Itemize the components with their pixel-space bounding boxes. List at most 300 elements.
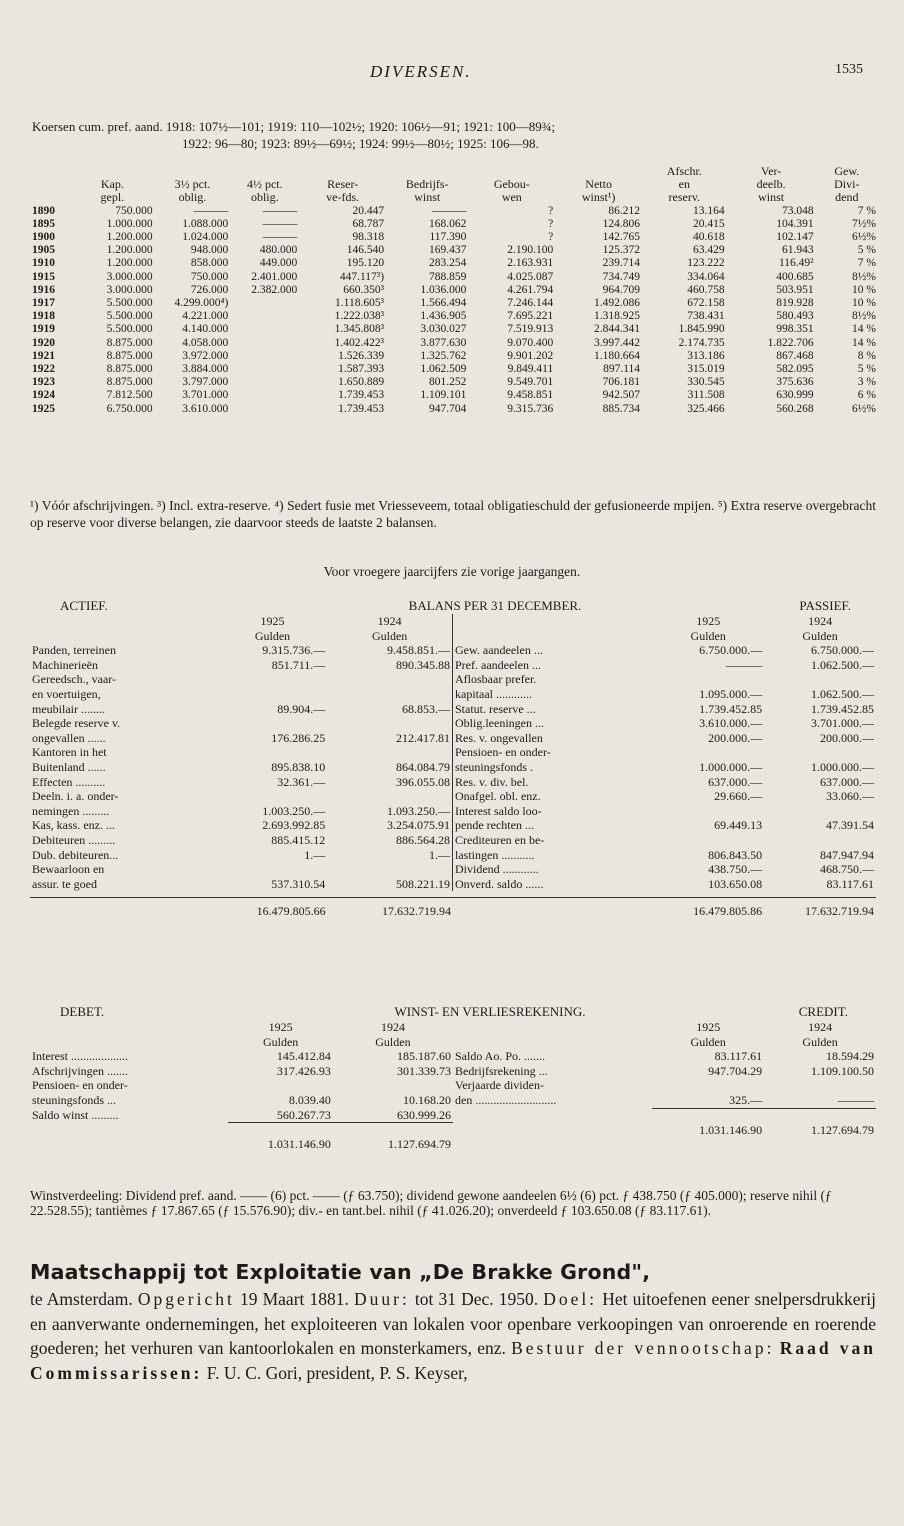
table-row bbox=[30, 297, 878, 310]
value-cell: 5 % bbox=[857, 363, 876, 376]
actief-item: Gereedsch., vaar- bbox=[32, 672, 117, 687]
passief-item: Dividend ............ bbox=[455, 862, 539, 877]
value-cell: 311.508 bbox=[687, 389, 725, 402]
amount-cell: 200.000.— bbox=[820, 730, 874, 745]
actief-item: Kas, kass. enz. ... bbox=[32, 818, 115, 833]
value-cell: 2.382.000 bbox=[251, 283, 298, 296]
value-cell: 125.372 bbox=[602, 244, 641, 257]
header-cell bbox=[386, 165, 468, 178]
amount-cell bbox=[764, 745, 876, 760]
amount-cell: 9.315.736.— bbox=[262, 643, 326, 658]
amount-cell: 508.221.19 bbox=[327, 877, 452, 892]
year-cell: 1925 bbox=[32, 402, 55, 415]
amount-cell: 10.168.20 bbox=[403, 1092, 451, 1107]
doel-text: Het uitoefenen eener snelpersdrukkerij en aanverwante ondernemingen, het exploiteeren van lokalen voor openbare verkoopingen van onroerende en roerende goederen; het verhuren van kantoorlokalen en monsterkamers, enz. bbox=[30, 1289, 877, 1358]
ledger-row bbox=[30, 1093, 453, 1108]
amount-cell bbox=[652, 672, 764, 687]
header-cell: wen bbox=[501, 191, 522, 205]
amount-cell bbox=[327, 716, 452, 731]
amount-cell bbox=[764, 804, 876, 819]
value-cell: 1.526.339 bbox=[338, 349, 385, 362]
header-cell: Gew. bbox=[834, 165, 860, 178]
value-cell: 169.437 bbox=[429, 244, 467, 257]
unit-1924: Gulden bbox=[802, 628, 838, 643]
debet-total-1924: 1.127.694.79 bbox=[333, 1123, 453, 1152]
ledger-row bbox=[453, 731, 876, 746]
value-cell: 98.318 bbox=[352, 231, 385, 244]
value-cell: 3.884.000 bbox=[182, 363, 229, 376]
passief-item: Statut. reserve ... bbox=[455, 701, 536, 716]
value-cell: 313.186 bbox=[687, 349, 725, 362]
opgericht-date: 19 Maart 1881. bbox=[240, 1289, 349, 1309]
value-cell: 9.315.736 bbox=[507, 402, 554, 415]
value-cell bbox=[230, 337, 299, 350]
debet-total-1925: 1.031.146.90 bbox=[228, 1123, 332, 1152]
value-cell: ? bbox=[548, 231, 554, 244]
year-cell: 1890 bbox=[32, 204, 55, 217]
unit-1925: Gulden bbox=[262, 1034, 299, 1049]
value-cell: 7 % bbox=[857, 257, 876, 270]
amount-cell: 895.838.10 bbox=[271, 759, 326, 774]
value-cell: 9.070.400 bbox=[507, 336, 554, 349]
value-cell: 5.500.000 bbox=[106, 297, 153, 310]
actief-item: Deeln. i. a. onder- bbox=[32, 789, 119, 804]
ledger-row bbox=[30, 658, 453, 673]
amount-cell: 1.739.452.85 bbox=[699, 701, 763, 716]
amount-cell: 806.843.50 bbox=[708, 847, 763, 862]
value-cell: 10 % bbox=[852, 283, 876, 296]
year-1924: 1924 bbox=[808, 1020, 833, 1034]
value-cell bbox=[230, 310, 299, 323]
amount-cell: 438.750.— bbox=[708, 862, 763, 877]
ledger-row bbox=[30, 848, 453, 863]
value-cell: 3.877.630 bbox=[420, 336, 467, 349]
passief-item: kapitaal ............ bbox=[455, 686, 532, 701]
header-cell: Divi- bbox=[834, 178, 860, 192]
amount-cell: 6.750.000.— bbox=[699, 643, 763, 658]
value-cell: 9.458.851 bbox=[507, 389, 554, 402]
table-row bbox=[30, 376, 878, 389]
value-cell: 3.972.000 bbox=[182, 349, 229, 362]
unit-1924: Gulden bbox=[327, 629, 452, 644]
amount-cell: 89.904.— bbox=[277, 701, 326, 716]
ledger-row bbox=[30, 1108, 453, 1123]
ledger-row bbox=[453, 760, 876, 775]
value-cell: 7.246.144 bbox=[507, 297, 554, 310]
value-cell: 503.951 bbox=[776, 283, 814, 296]
unit-1924: Gulden bbox=[802, 1034, 838, 1049]
header-cell bbox=[30, 178, 70, 191]
value-cell: 5 % bbox=[857, 244, 876, 257]
amount-cell: 33.060.— bbox=[826, 789, 874, 804]
debet-year-row bbox=[30, 1020, 453, 1035]
table-row bbox=[30, 205, 878, 218]
year-1925: 1925 bbox=[260, 614, 285, 628]
ledger-row bbox=[453, 1078, 876, 1093]
value-cell: 86.212 bbox=[608, 204, 641, 217]
header-cell bbox=[299, 165, 386, 178]
value-cell: 449.000 bbox=[259, 257, 298, 270]
ledger-row bbox=[453, 745, 876, 760]
debet-item: Interest ................... bbox=[32, 1049, 128, 1064]
actief-item: meubilair ........ bbox=[32, 701, 105, 716]
ledger-row bbox=[30, 1064, 453, 1079]
ledger-row bbox=[30, 804, 453, 819]
header-row-mid bbox=[30, 178, 878, 191]
value-cell: 7.812.500 bbox=[106, 389, 153, 402]
table-row bbox=[30, 271, 878, 284]
amount-cell: 864.084.79 bbox=[327, 760, 452, 775]
historic-body bbox=[30, 205, 878, 416]
ledger-row bbox=[30, 1078, 453, 1093]
value-cell: 1.180.664 bbox=[594, 349, 641, 362]
value-cell: 73.048 bbox=[781, 204, 814, 217]
passief-item: Pref. aandeelen ... bbox=[455, 657, 541, 672]
amount-cell: 886.564.28 bbox=[327, 833, 452, 848]
year-1925: 1925 bbox=[696, 614, 721, 628]
credit-item: Saldo Ao. Po. ....... bbox=[455, 1049, 546, 1064]
value-cell: 942.507 bbox=[602, 389, 641, 402]
value-cell: 104.391 bbox=[776, 217, 814, 230]
value-cell: 630.999 bbox=[776, 389, 814, 402]
ledger-row bbox=[453, 833, 876, 848]
duur-value: tot 31 Dec. 1950. bbox=[414, 1289, 539, 1309]
debet-title: DEBET. bbox=[60, 1004, 105, 1019]
actief-item: assur. te goed bbox=[32, 876, 97, 891]
amount-cell bbox=[218, 672, 328, 687]
value-cell: 1.200.000 bbox=[106, 231, 153, 244]
amount-cell: 1.000.000.— bbox=[699, 759, 763, 774]
header-cell: gepl. bbox=[100, 191, 125, 205]
debet-unit-row bbox=[30, 1035, 453, 1050]
passief-item: Gew. aandeelen ... bbox=[455, 643, 543, 658]
value-cell: 325.466 bbox=[687, 402, 725, 415]
amount-cell: 32.361.— bbox=[277, 774, 326, 789]
winstverdeeling: Winstverdeeling: Dividend pref. aand. —— (6) pct. —— (ƒ 63.750); dividend gewone aandeelen 6½ (6) pct. ƒ 438.750 (ƒ 405.000); reserve nihil (ƒ 22.528.55); tantièmes ƒ 17.867.65 (ƒ 15.576.90); div.- en tant.bel. nihil (ƒ 41.026.20); onverdeeld ƒ 103.650.08 (ƒ 83.117.61). bbox=[30, 1188, 832, 1218]
value-cell: ——— bbox=[431, 204, 467, 217]
value-cell: 1.587.393 bbox=[338, 363, 385, 376]
value-cell bbox=[230, 350, 299, 363]
amount-cell: 145.412.84 bbox=[276, 1049, 331, 1064]
value-cell: 819.928 bbox=[776, 297, 814, 310]
value-cell: 1.318.925 bbox=[594, 310, 641, 323]
value-cell: 330.545 bbox=[687, 376, 725, 389]
amount-cell: 185.187.60 bbox=[397, 1049, 451, 1064]
header-cell: ve-fds. bbox=[326, 191, 360, 205]
amount-cell: 18.594.29 bbox=[826, 1049, 874, 1064]
value-cell: 947.704 bbox=[429, 402, 467, 415]
amount-cell: 1.109.100.50 bbox=[811, 1063, 874, 1078]
value-cell: 7½% bbox=[852, 217, 876, 230]
table-row bbox=[30, 284, 878, 297]
value-cell: 3.701.000 bbox=[182, 389, 229, 402]
koersen-line-1: Koersen cum. pref. aand. 1918: 107½—101; 1919: 110—102½; 1920: 106½—91; 1921: 100—89¾; bbox=[32, 119, 556, 134]
header-row-top bbox=[30, 165, 878, 178]
debet-body bbox=[30, 1049, 453, 1122]
value-cell: 4.058.000 bbox=[182, 336, 229, 349]
ledger-row bbox=[453, 818, 876, 833]
value-cell: 801.252 bbox=[429, 376, 467, 389]
actief-unit-row bbox=[30, 629, 453, 644]
value-cell: 1.739.453 bbox=[338, 402, 385, 415]
table-row bbox=[30, 337, 878, 350]
amount-cell: 847.947.94 bbox=[820, 847, 874, 862]
header-row-bot bbox=[30, 191, 878, 204]
actief-item: Buitenland ...... bbox=[32, 759, 106, 774]
value-cell: 1.436.905 bbox=[420, 310, 467, 323]
value-cell: 6.750.000 bbox=[106, 402, 153, 415]
year-cell: 1923 bbox=[32, 376, 55, 389]
amount-cell: 1.000.000.— bbox=[811, 759, 874, 774]
year-cell: 1910 bbox=[32, 257, 55, 270]
ledger-row bbox=[453, 877, 876, 892]
value-cell: 63.429 bbox=[692, 244, 725, 257]
value-cell: 10 % bbox=[852, 297, 876, 310]
ledger-row bbox=[30, 745, 453, 760]
value-cell: 1.088.000 bbox=[182, 217, 229, 230]
value-cell: 1.345.808³ bbox=[334, 323, 385, 336]
value-cell: 116.49² bbox=[778, 257, 814, 270]
value-cell: 560.268 bbox=[776, 402, 814, 415]
value-cell: 8 % bbox=[857, 349, 876, 362]
amount-cell bbox=[327, 687, 452, 702]
value-cell: 998.351 bbox=[776, 323, 814, 336]
unit-1925: Gulden bbox=[690, 628, 726, 643]
amount-cell: 1.— bbox=[327, 848, 452, 863]
amount-cell bbox=[327, 672, 452, 687]
passief-body bbox=[453, 643, 876, 891]
value-cell: 1.200.000 bbox=[106, 244, 153, 257]
value-cell: 1.845.990 bbox=[678, 323, 725, 336]
amount-cell: 637.000.— bbox=[708, 774, 763, 789]
amount-cell: 200.000.— bbox=[708, 730, 763, 745]
value-cell: 61.943 bbox=[781, 244, 814, 257]
value-cell: 6½% bbox=[852, 402, 876, 415]
value-cell: 375.636 bbox=[776, 376, 814, 389]
actief-item: ongevallen ...... bbox=[32, 730, 106, 745]
ledger-row bbox=[453, 848, 876, 863]
amount-cell bbox=[327, 862, 452, 877]
value-cell: 9.901.202 bbox=[507, 349, 554, 362]
value-cell: 6 % bbox=[857, 389, 876, 402]
actief-body bbox=[30, 643, 453, 891]
value-cell: 460.758 bbox=[687, 283, 725, 296]
value-cell: ——— bbox=[262, 204, 298, 217]
value-cell: 146.540 bbox=[346, 244, 385, 257]
amount-cell: 83.117.61 bbox=[714, 1049, 763, 1064]
balance-title-row bbox=[30, 598, 876, 614]
value-cell: 14 % bbox=[852, 336, 876, 349]
amount-cell: 69.449.13 bbox=[714, 818, 763, 833]
company-description bbox=[30, 1287, 876, 1385]
value-cell: 7.519.913 bbox=[507, 323, 554, 336]
passief-item: Pensioen- en onder- bbox=[455, 745, 551, 760]
debet-item: Saldo winst ......... bbox=[32, 1107, 119, 1122]
table-row bbox=[30, 231, 878, 244]
value-cell: 315.019 bbox=[687, 363, 725, 376]
ledger-row bbox=[453, 1064, 876, 1079]
ledger-row bbox=[453, 702, 876, 717]
actief-item: Dub. debiteuren... bbox=[32, 847, 119, 862]
credit-item: Verjaarde dividen- bbox=[455, 1078, 544, 1093]
passief-item: Aflosbaar prefer. bbox=[455, 672, 537, 687]
amount-cell bbox=[218, 687, 328, 702]
value-cell: 1.402.422³ bbox=[334, 336, 385, 349]
value-cell: 660.350³ bbox=[343, 283, 385, 296]
amount-cell: 6.750.000.— bbox=[811, 643, 874, 658]
header-cell: Bedrijfs- bbox=[405, 178, 449, 192]
passief-item: Onverd. saldo ...... bbox=[455, 876, 544, 891]
value-cell: 726.000 bbox=[190, 283, 229, 296]
balance-sheet bbox=[30, 598, 876, 919]
amount-cell: 212.417.81 bbox=[327, 731, 452, 746]
header-cell: winst bbox=[414, 191, 441, 205]
passief-year-row bbox=[453, 614, 876, 629]
actief-year-row bbox=[30, 614, 453, 629]
value-cell: 3.000.000 bbox=[106, 283, 153, 296]
actief-item: Debiteuren ......... bbox=[32, 832, 116, 847]
header-cell: Gebou- bbox=[493, 178, 530, 192]
value-cell: 897.114 bbox=[603, 363, 641, 376]
amount-cell: 8.039.40 bbox=[288, 1092, 331, 1107]
amount-cell: 2.693.992.85 bbox=[262, 818, 326, 833]
winst-title: WINST- EN VERLIESREKENING. bbox=[394, 1004, 586, 1019]
amount-cell: 890.345.88 bbox=[327, 658, 452, 673]
table-row bbox=[30, 350, 878, 363]
doel-label: Doel: bbox=[543, 1289, 598, 1309]
amount-cell: 396.055.08 bbox=[327, 775, 452, 790]
amount-cell bbox=[218, 789, 328, 804]
ledger-row bbox=[30, 687, 453, 702]
amount-cell: 630.999.26 bbox=[397, 1107, 451, 1122]
value-cell bbox=[230, 363, 299, 376]
year-cell: 1921 bbox=[32, 349, 55, 362]
ledger-row bbox=[30, 1049, 453, 1064]
amount-cell bbox=[218, 745, 328, 760]
amount-cell: 637.000.— bbox=[820, 774, 874, 789]
raad-label: Raad van Commissarissen: bbox=[30, 1338, 877, 1383]
value-cell: 5.500.000 bbox=[106, 323, 153, 336]
value-cell: 858.000 bbox=[190, 257, 229, 270]
duur-label: Duur: bbox=[353, 1289, 410, 1309]
amount-cell: ——— bbox=[838, 1092, 874, 1107]
value-cell: 8.875.000 bbox=[106, 349, 153, 362]
value-cell: 20.415 bbox=[692, 217, 725, 230]
value-cell: 706.181 bbox=[602, 376, 641, 389]
passief-item: steuningsfonds . bbox=[455, 759, 533, 774]
amount-cell bbox=[228, 1078, 332, 1093]
amount-cell: 317.426.93 bbox=[276, 1063, 331, 1078]
winst-title-row bbox=[30, 1004, 876, 1020]
value-cell: 14 % bbox=[852, 323, 876, 336]
debet-item: steuningsfonds ... bbox=[32, 1092, 116, 1107]
actief-total-1924: 17.632.719.94 bbox=[382, 904, 451, 919]
header-cell: Kap. bbox=[100, 178, 124, 192]
passief-item: Res. v. ongevallen bbox=[455, 730, 543, 745]
value-cell: 3.030.027 bbox=[420, 323, 467, 336]
value-cell: 750.000 bbox=[115, 204, 153, 217]
value-cell: 2.190.100 bbox=[507, 244, 554, 257]
amount-cell: 3.610.000.— bbox=[699, 716, 763, 731]
value-cell: 1.109.101 bbox=[420, 389, 467, 402]
value-cell: 8.875.000 bbox=[106, 336, 153, 349]
ledger-row bbox=[30, 643, 453, 658]
header-cell: Afschr. bbox=[666, 165, 702, 178]
value-cell: 964.709 bbox=[602, 283, 641, 296]
amount-cell: 301.339.73 bbox=[397, 1063, 451, 1078]
header-cell bbox=[30, 165, 70, 178]
amount-cell: 1.003.250.— bbox=[262, 803, 326, 818]
header-cell bbox=[155, 165, 231, 178]
year-cell: 1916 bbox=[32, 283, 55, 296]
credit-total-row bbox=[453, 1108, 876, 1137]
value-cell: 1.822.706 bbox=[767, 336, 814, 349]
ledger-row bbox=[30, 877, 453, 892]
historic-table bbox=[30, 165, 878, 416]
amount-cell bbox=[764, 672, 876, 687]
value-cell: 9.849.411 bbox=[507, 363, 554, 376]
year-cell: 1915 bbox=[32, 270, 55, 283]
amount-cell: 1.095.000.— bbox=[699, 686, 763, 701]
value-cell: 7 % bbox=[857, 204, 876, 217]
ledger-row bbox=[453, 775, 876, 790]
ledger-row bbox=[453, 716, 876, 731]
actief-item: Panden, terreinen bbox=[32, 643, 116, 658]
value-cell: 580.493 bbox=[776, 310, 814, 323]
actief-title: ACTIEF. bbox=[60, 598, 108, 613]
ledger-row bbox=[453, 1093, 876, 1108]
passief-title: PASSIEF. bbox=[799, 598, 851, 613]
value-cell: 734.749 bbox=[602, 270, 641, 283]
credit-unit-row bbox=[453, 1035, 876, 1050]
value-cell: 788.859 bbox=[429, 270, 467, 283]
value-cell: 8.875.000 bbox=[106, 363, 153, 376]
header-cell: Netto bbox=[585, 178, 612, 192]
table-row bbox=[30, 403, 878, 416]
value-cell: 1.739.453 bbox=[338, 389, 385, 402]
ledger-row bbox=[453, 804, 876, 819]
value-cell: 4.221.000 bbox=[182, 310, 229, 323]
ledger-row bbox=[30, 833, 453, 848]
credit-total-1925: 1.031.146.90 bbox=[652, 1108, 764, 1137]
amount-cell: 1.062.500.— bbox=[811, 657, 874, 672]
value-cell: 3.610.000 bbox=[182, 402, 229, 415]
amount-cell bbox=[652, 833, 764, 848]
footnotes: ¹) Vóór afschrijvingen. ³) Incl. extra-reserve. ⁴) Sedert fusie met Vriesseveem, totaal obligatieschuld der gefusioneerde mpijen. ⁵) Extra reserve overgebracht op reserve voor diverse belangen, zie daarvoor steeds de laatste 2 balansen. bbox=[30, 498, 876, 530]
year-cell: 1918 bbox=[32, 310, 55, 323]
ledger-row bbox=[30, 731, 453, 746]
value-cell: 5.500.000 bbox=[106, 310, 153, 323]
amount-cell: ——— bbox=[726, 657, 763, 672]
amount-cell: 176.286.25 bbox=[271, 730, 326, 745]
header-cell: Reser- bbox=[327, 178, 359, 192]
value-cell: ——— bbox=[262, 231, 298, 244]
value-cell: 1.492.086 bbox=[594, 297, 641, 310]
header-cell: oblig. bbox=[178, 191, 207, 205]
koersen-line-2: 1922: 96—80; 1923: 89½—69½; 1924: 99½—80½; 1925: 106—98. bbox=[182, 136, 539, 151]
ledger-row bbox=[30, 818, 453, 833]
credit-item: Bedrijfsrekening ... bbox=[455, 1063, 548, 1078]
value-cell: 9.549.701 bbox=[507, 376, 554, 389]
passief-total-1924: 17.632.719.94 bbox=[805, 904, 874, 919]
actief-item: Effecten .......... bbox=[32, 774, 106, 789]
actief-item: Kantoren in het bbox=[32, 745, 107, 760]
bestuur-label: Bestuur der vennootschap: bbox=[511, 1338, 775, 1358]
value-cell: 400.685 bbox=[776, 270, 814, 283]
value-cell: ? bbox=[548, 204, 554, 217]
value-cell: ——— bbox=[193, 204, 229, 217]
value-cell: 867.468 bbox=[776, 349, 814, 362]
